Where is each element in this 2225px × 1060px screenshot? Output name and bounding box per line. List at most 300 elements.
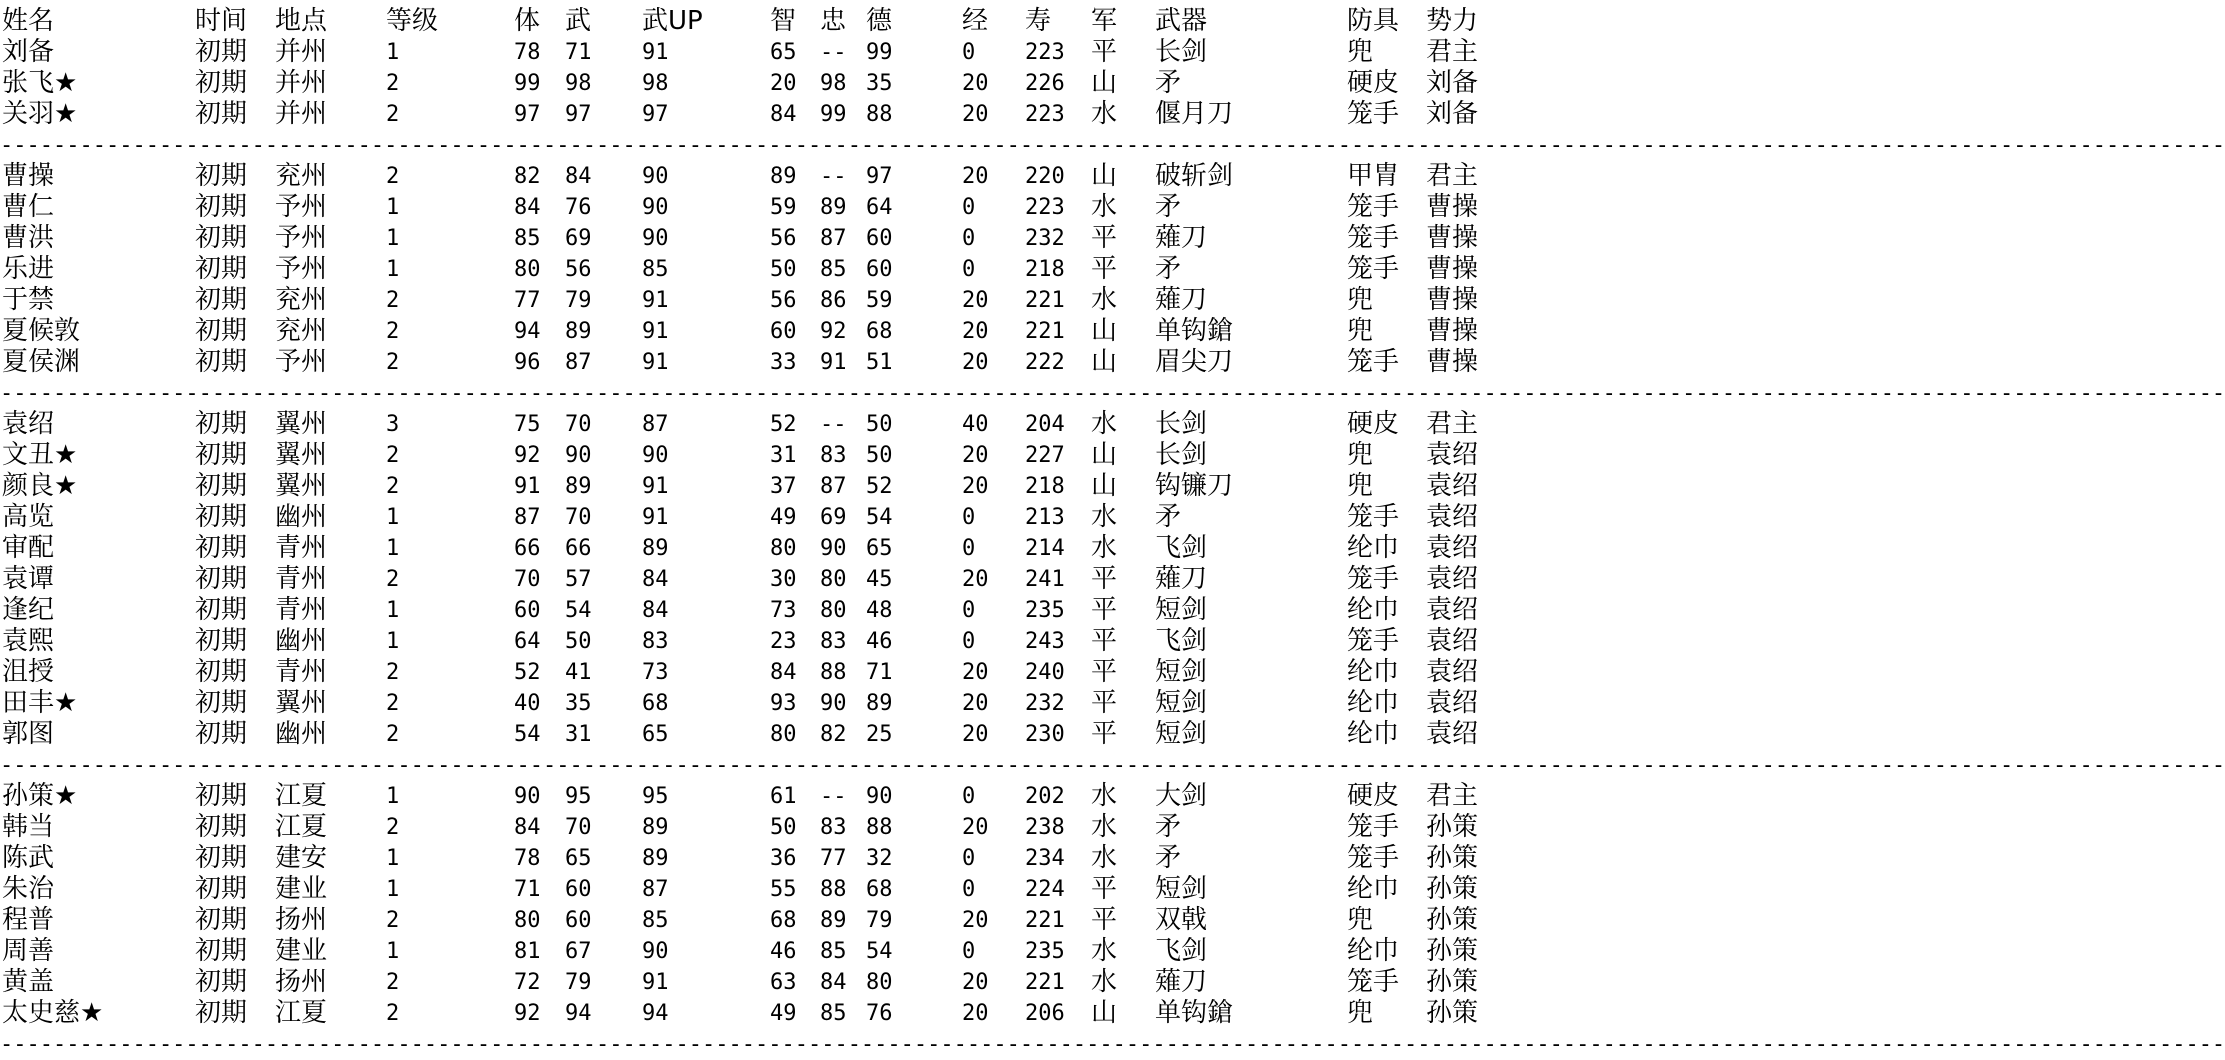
exp-cell: 20 bbox=[962, 815, 989, 840]
lifespan-cell: 241 bbox=[1025, 567, 1065, 592]
officer-name: 太史慈★ bbox=[2, 998, 104, 1028]
faction-cell: 袁绍 bbox=[1426, 719, 1479, 749]
table-row bbox=[0, 812, 1498, 843]
martial-cell: 56 bbox=[565, 257, 592, 282]
lifespan-cell: 238 bbox=[1025, 815, 1065, 840]
loyalty-cell: 83 bbox=[820, 815, 847, 840]
intellect-cell: 93 bbox=[770, 691, 797, 716]
army-cell: 平 bbox=[1091, 874, 1118, 904]
martial-up-cell: 85 bbox=[642, 908, 669, 933]
martial-cell: 70 bbox=[565, 815, 592, 840]
place-cell: 翼州 bbox=[275, 409, 328, 439]
lifespan-cell: 224 bbox=[1025, 877, 1065, 902]
virtue-cell: 60 bbox=[866, 257, 893, 282]
martial-up-cell: 91 bbox=[642, 970, 669, 995]
table-row bbox=[0, 998, 1498, 1029]
officer-name: 审配 bbox=[2, 533, 55, 563]
header-virtue: 德 bbox=[866, 6, 893, 36]
level-cell: 2 bbox=[386, 164, 400, 189]
header-armor: 防具 bbox=[1347, 6, 1400, 36]
weapon-cell: 破斩剑 bbox=[1155, 161, 1234, 191]
place-cell: 建业 bbox=[275, 936, 328, 966]
armor-cell: 笼手 bbox=[1347, 192, 1400, 222]
officer-name: 夏侯渊 bbox=[2, 347, 81, 377]
header-exp: 经 bbox=[962, 6, 989, 36]
intellect-cell: 61 bbox=[770, 784, 797, 809]
level-cell: 3 bbox=[386, 412, 400, 437]
place-cell: 予州 bbox=[275, 347, 328, 377]
martial-up-cell: 89 bbox=[642, 536, 669, 561]
table-row bbox=[0, 192, 1498, 223]
martial-cell: 60 bbox=[565, 877, 592, 902]
header-lifespan: 寿 bbox=[1025, 6, 1052, 36]
weapon-cell: 飞剑 bbox=[1155, 626, 1208, 656]
table-row bbox=[0, 936, 1498, 967]
martial-up-cell: 91 bbox=[642, 40, 669, 65]
army-cell: 平 bbox=[1091, 719, 1118, 749]
time-cell: 初期 bbox=[195, 68, 248, 98]
officer-name: 于禁 bbox=[2, 285, 55, 315]
intellect-cell: 68 bbox=[770, 908, 797, 933]
level-cell: 2 bbox=[386, 288, 400, 313]
armor-cell: 兜 bbox=[1347, 285, 1374, 315]
officer-name: 张飞★ bbox=[2, 68, 78, 98]
place-cell: 江夏 bbox=[275, 812, 328, 842]
time-cell: 初期 bbox=[195, 316, 248, 346]
officer-name: 郭图 bbox=[2, 719, 55, 749]
armor-cell: 兜 bbox=[1347, 440, 1374, 470]
body-cell: 92 bbox=[514, 443, 541, 468]
lifespan-cell: 223 bbox=[1025, 195, 1065, 220]
martial-up-cell: 91 bbox=[642, 350, 669, 375]
place-cell: 并州 bbox=[275, 99, 328, 129]
exp-cell: 20 bbox=[962, 288, 989, 313]
place-cell: 并州 bbox=[275, 37, 328, 67]
table-row bbox=[0, 719, 1498, 750]
martial-up-cell: 90 bbox=[642, 164, 669, 189]
lifespan-cell: 213 bbox=[1025, 505, 1065, 530]
lifespan-cell: 232 bbox=[1025, 226, 1065, 251]
exp-cell: 20 bbox=[962, 102, 989, 127]
officer-name: 曹仁 bbox=[2, 192, 55, 222]
intellect-cell: 80 bbox=[770, 536, 797, 561]
time-cell: 初期 bbox=[195, 719, 248, 749]
level-cell: 2 bbox=[386, 908, 400, 933]
header-name: 姓名 bbox=[2, 6, 55, 36]
intellect-cell: 37 bbox=[770, 474, 797, 499]
virtue-cell: 50 bbox=[866, 412, 893, 437]
body-cell: 70 bbox=[514, 567, 541, 592]
martial-cell: 79 bbox=[565, 288, 592, 313]
martial-up-cell: 84 bbox=[642, 567, 669, 592]
time-cell: 初期 bbox=[195, 812, 248, 842]
loyalty-cell: 88 bbox=[820, 877, 847, 902]
weapon-cell: 矛 bbox=[1155, 843, 1182, 873]
armor-cell: 笼手 bbox=[1347, 502, 1400, 532]
level-cell: 2 bbox=[386, 691, 400, 716]
intellect-cell: 89 bbox=[770, 164, 797, 189]
weapon-cell: 双戟 bbox=[1155, 905, 1208, 935]
header-army: 军 bbox=[1091, 6, 1118, 36]
martial-cell: 70 bbox=[565, 412, 592, 437]
place-cell: 翼州 bbox=[275, 688, 328, 718]
faction-cell: 孙策 bbox=[1426, 998, 1479, 1028]
virtue-cell: 68 bbox=[866, 877, 893, 902]
weapon-cell: 长剑 bbox=[1155, 409, 1208, 439]
armor-cell: 兜 bbox=[1347, 316, 1374, 346]
place-cell: 江夏 bbox=[275, 998, 328, 1028]
body-cell: 80 bbox=[514, 257, 541, 282]
body-cell: 97 bbox=[514, 102, 541, 127]
martial-up-cell: 94 bbox=[642, 1001, 669, 1026]
time-cell: 初期 bbox=[195, 564, 248, 594]
loyalty-cell: -- bbox=[820, 40, 847, 65]
header-martial: 武 bbox=[565, 6, 592, 36]
martial-cell: 95 bbox=[565, 784, 592, 809]
intellect-cell: 52 bbox=[770, 412, 797, 437]
level-cell: 1 bbox=[386, 257, 400, 282]
martial-up-cell: 90 bbox=[642, 939, 669, 964]
officer-name: 袁绍 bbox=[2, 409, 55, 439]
martial-cell: 41 bbox=[565, 660, 592, 685]
martial-cell: 97 bbox=[565, 102, 592, 127]
officer-name: 田丰★ bbox=[2, 688, 78, 718]
officer-name: 孙策★ bbox=[2, 781, 78, 811]
body-cell: 92 bbox=[514, 1001, 541, 1026]
martial-cell: 54 bbox=[565, 598, 592, 623]
loyalty-cell: 85 bbox=[820, 1001, 847, 1026]
armor-cell: 笼手 bbox=[1347, 843, 1400, 873]
armor-cell: 纶巾 bbox=[1347, 657, 1400, 687]
intellect-cell: 49 bbox=[770, 505, 797, 530]
virtue-cell: 52 bbox=[866, 474, 893, 499]
body-cell: 75 bbox=[514, 412, 541, 437]
martial-cell: 71 bbox=[565, 40, 592, 65]
place-cell: 翼州 bbox=[275, 471, 328, 501]
time-cell: 初期 bbox=[195, 223, 248, 253]
exp-cell: 0 bbox=[962, 939, 976, 964]
armor-cell: 硬皮 bbox=[1347, 781, 1400, 811]
intellect-cell: 65 bbox=[770, 40, 797, 65]
level-cell: 1 bbox=[386, 195, 400, 220]
exp-cell: 20 bbox=[962, 908, 989, 933]
time-cell: 初期 bbox=[195, 595, 248, 625]
exp-cell: 20 bbox=[962, 722, 989, 747]
faction-cell: 孙策 bbox=[1426, 936, 1479, 966]
faction-cell: 孙策 bbox=[1426, 812, 1479, 842]
body-cell: 40 bbox=[514, 691, 541, 716]
exp-cell: 20 bbox=[962, 350, 989, 375]
place-cell: 建安 bbox=[275, 843, 328, 873]
table-row bbox=[0, 223, 1498, 254]
time-cell: 初期 bbox=[195, 967, 248, 997]
time-cell: 初期 bbox=[195, 37, 248, 67]
army-cell: 平 bbox=[1091, 626, 1118, 656]
martial-up-cell: 68 bbox=[642, 691, 669, 716]
army-cell: 山 bbox=[1091, 316, 1118, 346]
place-cell: 并州 bbox=[275, 68, 328, 98]
armor-cell: 纶巾 bbox=[1347, 936, 1400, 966]
loyalty-cell: 69 bbox=[820, 505, 847, 530]
loyalty-cell: -- bbox=[820, 412, 847, 437]
weapon-cell: 薙刀 bbox=[1155, 967, 1208, 997]
army-cell: 水 bbox=[1091, 781, 1118, 811]
martial-up-cell: 87 bbox=[642, 877, 669, 902]
lifespan-cell: 221 bbox=[1025, 319, 1065, 344]
army-cell: 山 bbox=[1091, 440, 1118, 470]
loyalty-cell: -- bbox=[820, 164, 847, 189]
body-cell: 82 bbox=[514, 164, 541, 189]
faction-cell: 袁绍 bbox=[1426, 471, 1479, 501]
table-row bbox=[0, 533, 1498, 564]
exp-cell: 20 bbox=[962, 1001, 989, 1026]
time-cell: 初期 bbox=[195, 347, 248, 377]
army-cell: 水 bbox=[1091, 409, 1118, 439]
officer-name: 乐进 bbox=[2, 254, 55, 284]
time-cell: 初期 bbox=[195, 936, 248, 966]
lifespan-cell: 226 bbox=[1025, 71, 1065, 96]
intellect-cell: 80 bbox=[770, 722, 797, 747]
place-cell: 翼州 bbox=[275, 440, 328, 470]
intellect-cell: 73 bbox=[770, 598, 797, 623]
virtue-cell: 76 bbox=[866, 1001, 893, 1026]
weapon-cell: 单钩鎗 bbox=[1155, 998, 1234, 1028]
virtue-cell: 80 bbox=[866, 970, 893, 995]
martial-cell: 66 bbox=[565, 536, 592, 561]
intellect-cell: 30 bbox=[770, 567, 797, 592]
army-cell: 山 bbox=[1091, 347, 1118, 377]
martial-up-cell: 90 bbox=[642, 226, 669, 251]
virtue-cell: 71 bbox=[866, 660, 893, 685]
intellect-cell: 46 bbox=[770, 939, 797, 964]
armor-cell: 兜 bbox=[1347, 471, 1374, 501]
martial-up-cell: 89 bbox=[642, 846, 669, 871]
lifespan-cell: 235 bbox=[1025, 598, 1065, 623]
lifespan-cell: 221 bbox=[1025, 288, 1065, 313]
virtue-cell: 89 bbox=[866, 691, 893, 716]
weapon-cell: 飞剑 bbox=[1155, 533, 1208, 563]
body-cell: 52 bbox=[514, 660, 541, 685]
loyalty-cell: 80 bbox=[820, 567, 847, 592]
lifespan-cell: 227 bbox=[1025, 443, 1065, 468]
officer-name: 刘备 bbox=[2, 37, 55, 67]
virtue-cell: 59 bbox=[866, 288, 893, 313]
level-cell: 2 bbox=[386, 443, 400, 468]
time-cell: 初期 bbox=[195, 843, 248, 873]
body-cell: 81 bbox=[514, 939, 541, 964]
time-cell: 初期 bbox=[195, 781, 248, 811]
body-cell: 80 bbox=[514, 908, 541, 933]
weapon-cell: 短剑 bbox=[1155, 688, 1208, 718]
faction-cell: 曹操 bbox=[1426, 347, 1479, 377]
virtue-cell: 51 bbox=[866, 350, 893, 375]
armor-cell: 笼手 bbox=[1347, 967, 1400, 997]
table-row bbox=[0, 316, 1498, 347]
table-row bbox=[0, 843, 1498, 874]
virtue-cell: 65 bbox=[866, 536, 893, 561]
faction-cell: 君主 bbox=[1426, 161, 1479, 191]
body-cell: 84 bbox=[514, 815, 541, 840]
loyalty-cell: 85 bbox=[820, 257, 847, 282]
lifespan-cell: 240 bbox=[1025, 660, 1065, 685]
header-level: 等级 bbox=[386, 6, 439, 36]
lifespan-cell: 235 bbox=[1025, 939, 1065, 964]
header-faction: 势力 bbox=[1426, 6, 1479, 36]
lifespan-cell: 218 bbox=[1025, 257, 1065, 282]
virtue-cell: 48 bbox=[866, 598, 893, 623]
level-cell: 2 bbox=[386, 1001, 400, 1026]
lifespan-cell: 202 bbox=[1025, 784, 1065, 809]
lifespan-cell: 230 bbox=[1025, 722, 1065, 747]
exp-cell: 40 bbox=[962, 412, 989, 437]
intellect-cell: 50 bbox=[770, 257, 797, 282]
armor-cell: 甲胄 bbox=[1347, 161, 1400, 191]
lifespan-cell: 243 bbox=[1025, 629, 1065, 654]
loyalty-cell: 87 bbox=[820, 226, 847, 251]
header-time: 时间 bbox=[195, 6, 248, 36]
loyalty-cell: 82 bbox=[820, 722, 847, 747]
virtue-cell: 97 bbox=[866, 164, 893, 189]
martial-cell: 35 bbox=[565, 691, 592, 716]
level-cell: 2 bbox=[386, 970, 400, 995]
weapon-cell: 薙刀 bbox=[1155, 564, 1208, 594]
weapon-cell: 大剑 bbox=[1155, 781, 1208, 811]
intellect-cell: 55 bbox=[770, 877, 797, 902]
faction-cell: 袁绍 bbox=[1426, 688, 1479, 718]
martial-cell: 90 bbox=[565, 443, 592, 468]
group-separator: ------------------------------------------------------------------------------------------------------------------------------------------------------------------------ bbox=[0, 133, 2225, 158]
weapon-cell: 矛 bbox=[1155, 812, 1182, 842]
level-cell: 2 bbox=[386, 660, 400, 685]
table-row bbox=[0, 502, 1498, 533]
officer-name: 夏候敦 bbox=[2, 316, 81, 346]
faction-cell: 刘备 bbox=[1426, 99, 1479, 129]
faction-cell: 孙策 bbox=[1426, 967, 1479, 997]
place-cell: 建业 bbox=[275, 874, 328, 904]
place-cell: 扬州 bbox=[275, 967, 328, 997]
loyalty-cell: 85 bbox=[820, 939, 847, 964]
weapon-cell: 飞剑 bbox=[1155, 936, 1208, 966]
martial-up-cell: 91 bbox=[642, 288, 669, 313]
loyalty-cell: 87 bbox=[820, 474, 847, 499]
body-cell: 64 bbox=[514, 629, 541, 654]
body-cell: 90 bbox=[514, 784, 541, 809]
time-cell: 初期 bbox=[195, 657, 248, 687]
loyalty-cell: 91 bbox=[820, 350, 847, 375]
lifespan-cell: 232 bbox=[1025, 691, 1065, 716]
intellect-cell: 31 bbox=[770, 443, 797, 468]
officer-name: 朱治 bbox=[2, 874, 55, 904]
lifespan-cell: 206 bbox=[1025, 1001, 1065, 1026]
header-weapon: 武器 bbox=[1155, 6, 1208, 36]
officer-name: 程普 bbox=[2, 905, 55, 935]
officer-name: 高览 bbox=[2, 502, 55, 532]
place-cell: 幽州 bbox=[275, 626, 328, 656]
body-cell: 60 bbox=[514, 598, 541, 623]
virtue-cell: 79 bbox=[866, 908, 893, 933]
level-cell: 1 bbox=[386, 505, 400, 530]
virtue-cell: 35 bbox=[866, 71, 893, 96]
exp-cell: 20 bbox=[962, 319, 989, 344]
army-cell: 平 bbox=[1091, 254, 1118, 284]
faction-cell: 曹操 bbox=[1426, 285, 1479, 315]
time-cell: 初期 bbox=[195, 471, 248, 501]
time-cell: 初期 bbox=[195, 440, 248, 470]
table-row bbox=[0, 967, 1498, 998]
table-row bbox=[0, 254, 1498, 285]
intellect-cell: 56 bbox=[770, 226, 797, 251]
time-cell: 初期 bbox=[195, 161, 248, 191]
armor-cell: 纶巾 bbox=[1347, 595, 1400, 625]
faction-cell: 孙策 bbox=[1426, 874, 1479, 904]
exp-cell: 0 bbox=[962, 877, 976, 902]
loyalty-cell: 90 bbox=[820, 691, 847, 716]
officer-name: 周善 bbox=[2, 936, 55, 966]
loyalty-cell: 80 bbox=[820, 598, 847, 623]
level-cell: 2 bbox=[386, 71, 400, 96]
level-cell: 1 bbox=[386, 629, 400, 654]
intellect-cell: 33 bbox=[770, 350, 797, 375]
place-cell: 扬州 bbox=[275, 905, 328, 935]
table-row bbox=[0, 409, 1498, 440]
armor-cell: 纶巾 bbox=[1347, 719, 1400, 749]
faction-cell: 君主 bbox=[1426, 781, 1479, 811]
martial-cell: 57 bbox=[565, 567, 592, 592]
virtue-cell: 50 bbox=[866, 443, 893, 468]
army-cell: 水 bbox=[1091, 192, 1118, 222]
time-cell: 初期 bbox=[195, 502, 248, 532]
level-cell: 2 bbox=[386, 102, 400, 127]
place-cell: 幽州 bbox=[275, 719, 328, 749]
martial-cell: 79 bbox=[565, 970, 592, 995]
level-cell: 1 bbox=[386, 226, 400, 251]
table-row bbox=[0, 68, 1498, 99]
armor-cell: 笼手 bbox=[1347, 99, 1400, 129]
table-row bbox=[0, 626, 1498, 657]
level-cell: 1 bbox=[386, 846, 400, 871]
exp-cell: 20 bbox=[962, 474, 989, 499]
table-row bbox=[0, 781, 1498, 812]
martial-cell: 84 bbox=[565, 164, 592, 189]
intellect-cell: 23 bbox=[770, 629, 797, 654]
army-cell: 山 bbox=[1091, 161, 1118, 191]
table-row bbox=[0, 471, 1498, 502]
officer-name: 文丑★ bbox=[2, 440, 78, 470]
officer-name: 黄盖 bbox=[2, 967, 55, 997]
army-cell: 山 bbox=[1091, 998, 1118, 1028]
martial-cell: 50 bbox=[565, 629, 592, 654]
group-separator: ------------------------------------------------------------------------------------------------------------------------------------------------------------------------ bbox=[0, 381, 2225, 406]
loyalty-cell: 92 bbox=[820, 319, 847, 344]
weapon-cell: 矛 bbox=[1155, 68, 1182, 98]
lifespan-cell: 234 bbox=[1025, 846, 1065, 871]
officer-name: 袁熙 bbox=[2, 626, 55, 656]
intellect-cell: 50 bbox=[770, 815, 797, 840]
virtue-cell: 88 bbox=[866, 102, 893, 127]
weapon-cell: 长剑 bbox=[1155, 37, 1208, 67]
body-cell: 91 bbox=[514, 474, 541, 499]
body-cell: 78 bbox=[514, 40, 541, 65]
intellect-cell: 36 bbox=[770, 846, 797, 871]
virtue-cell: 54 bbox=[866, 939, 893, 964]
armor-cell: 纶巾 bbox=[1347, 688, 1400, 718]
intellect-cell: 20 bbox=[770, 71, 797, 96]
virtue-cell: 90 bbox=[866, 784, 893, 809]
level-cell: 2 bbox=[386, 474, 400, 499]
armor-cell: 笼手 bbox=[1347, 254, 1400, 284]
group-separator: ------------------------------------------------------------------------------------------------------------------------------------------------------------------------ bbox=[0, 753, 2225, 778]
martial-up-cell: 85 bbox=[642, 257, 669, 282]
